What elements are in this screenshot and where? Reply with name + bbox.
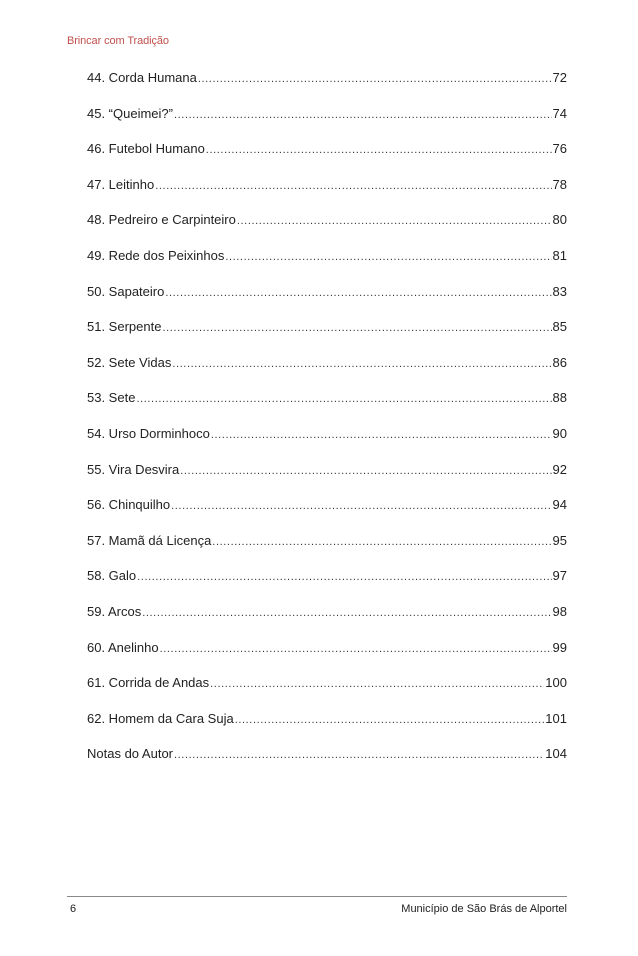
toc-entry[interactable] [87, 462, 567, 498]
toc-entry[interactable] [87, 604, 567, 640]
toc-leader-dots [174, 749, 544, 761]
toc-entry-page: 72 [552, 70, 567, 85]
table-of-contents [87, 70, 567, 782]
toc-entry-title: 54. Urso Dorminhoco [87, 425, 210, 441]
toc-entry-page: 99 [552, 639, 567, 655]
footer-divider [67, 896, 567, 897]
toc-leader-dots [171, 500, 551, 512]
toc-entry[interactable] [87, 248, 567, 284]
toc-entry[interactable] [87, 711, 567, 747]
toc-entry-page: 86 [552, 354, 567, 370]
toc-leader-dots [237, 215, 552, 227]
toc-leader-dots [136, 393, 551, 405]
toc-entry[interactable] [87, 675, 567, 711]
toc-entry[interactable] [87, 390, 567, 426]
toc-entry-page: 90 [552, 425, 567, 441]
toc-entry-page: 95 [552, 532, 567, 548]
toc-entry-page: 85 [552, 319, 567, 335]
toc-leader-dots [235, 714, 545, 726]
toc-leader-dots [162, 322, 551, 334]
toc-entry[interactable] [87, 212, 567, 248]
toc-entry-title: 49. Rede dos Peixinhos [87, 247, 225, 263]
toc-entry-page: 101 [545, 710, 567, 726]
footer-municipality: Município de São Brás de Alportel [401, 903, 567, 915]
toc-leader-dots [155, 180, 551, 192]
toc-entry[interactable] [87, 319, 567, 355]
toc-entry-title: 46. Futebol Humano [87, 141, 205, 157]
toc-leader-dots [198, 73, 552, 85]
toc-leader-dots [180, 465, 551, 477]
toc-entry-title: 50. Sapateiro [87, 283, 165, 299]
toc-entry[interactable] [87, 177, 567, 213]
toc-entry-title: 47. Leitinho [87, 176, 155, 192]
toc-entry-title: Notas do Autor [87, 746, 173, 762]
toc-leader-dots [137, 571, 551, 583]
toc-entry[interactable] [87, 640, 567, 676]
toc-entry[interactable] [87, 426, 567, 462]
toc-leader-dots [212, 536, 551, 548]
toc-entry-title: 55. Vira Desvira [87, 461, 180, 477]
toc-entry-title: 48. Pedreiro e Carpinteiro [87, 212, 236, 228]
toc-entry[interactable] [87, 497, 567, 533]
toc-entry[interactable] [87, 746, 567, 782]
toc-entry[interactable] [87, 568, 567, 604]
toc-leader-dots [225, 251, 551, 263]
toc-entry-page: 100 [545, 675, 567, 691]
toc-entry-page: 83 [552, 283, 567, 299]
toc-entry-page: 92 [552, 461, 567, 477]
toc-entry-page: 88 [552, 390, 567, 406]
toc-entry-page: 78 [552, 176, 567, 192]
toc-entry-title: 62. Homem da Cara Suja [87, 710, 234, 726]
toc-leader-dots [165, 287, 551, 299]
toc-entry[interactable] [87, 141, 567, 177]
toc-entry[interactable] [87, 106, 567, 142]
toc-entry-title: 56. Chinquilho [87, 497, 171, 513]
toc-entry-page: 74 [552, 105, 567, 121]
toc-entry-page: 81 [552, 247, 567, 263]
toc-leader-dots [142, 607, 551, 619]
toc-entry-page: 94 [552, 497, 567, 513]
toc-entry-title: 59. Arcos [87, 603, 142, 619]
toc-entry-page: 104 [545, 746, 567, 762]
running-header: Brincar com Tradição [67, 35, 169, 47]
toc-entry-title: 61. Corrida de Andas [87, 675, 210, 691]
toc-entry-page: 98 [552, 603, 567, 619]
toc-leader-dots [211, 429, 552, 441]
toc-leader-dots [160, 643, 552, 655]
toc-entry-title: 57. Mamã dá Licença [87, 532, 212, 548]
toc-entry-page: 80 [552, 212, 567, 228]
toc-entry-title: 58. Galo [87, 568, 137, 584]
toc-entry-title: 52. Sete Vidas [87, 354, 172, 370]
toc-leader-dots [206, 144, 552, 156]
toc-entry[interactable] [87, 355, 567, 391]
toc-entry[interactable] [87, 70, 567, 106]
toc-entry[interactable] [87, 284, 567, 320]
toc-entry-page: 76 [552, 141, 567, 157]
toc-leader-dots [172, 358, 551, 370]
footer-page-number: 6 [70, 903, 77, 915]
toc-entry-page: 97 [552, 568, 567, 584]
toc-entry-title: 60. Anelinho [87, 639, 159, 655]
toc-entry[interactable] [87, 533, 567, 569]
toc-entry-title: 51. Serpente [87, 319, 162, 335]
toc-entry-title: 45. “Queimei?” [87, 105, 173, 121]
toc-entry-title: 53. Sete [87, 390, 136, 406]
toc-leader-dots [174, 109, 552, 121]
toc-entry-title: 44. Corda Humana [87, 70, 197, 85]
toc-leader-dots [210, 678, 544, 690]
